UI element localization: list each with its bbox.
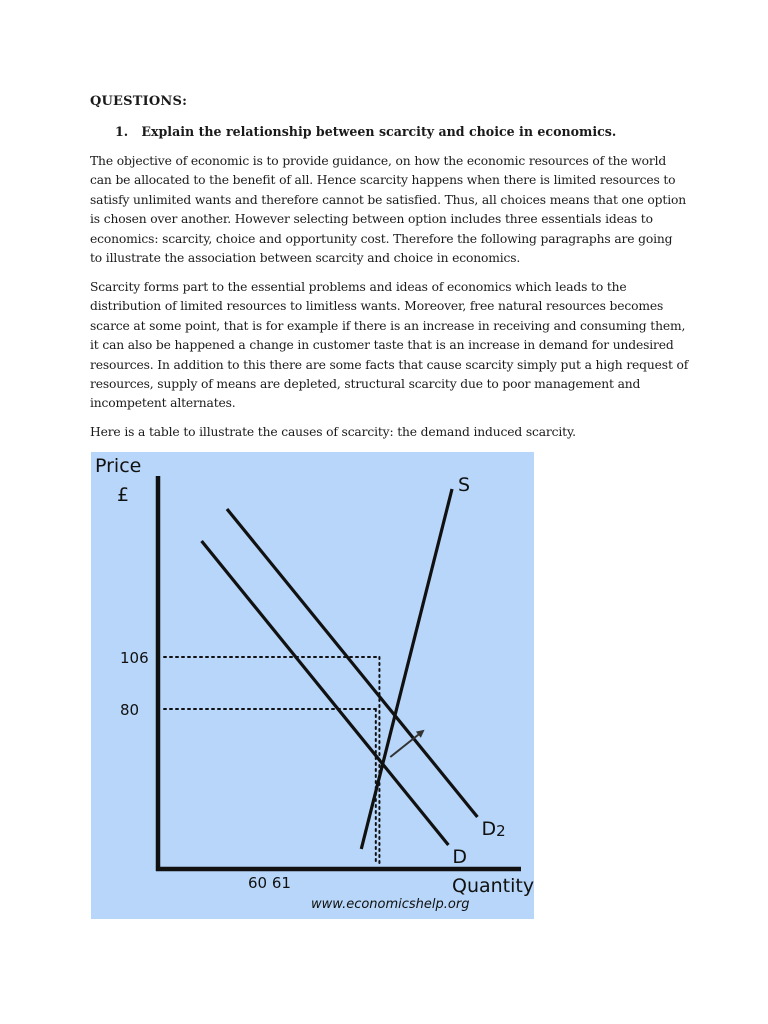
x-axis-label: Quantity [452,875,534,897]
question-item [115,124,616,139]
text-line: can be allocated to the benefit of all. Hence scarcity happens when there is limited resources to [90,173,676,188]
curve-d2 [227,509,477,817]
y-axis-label: Price [95,455,142,477]
section-heading: QUESTIONS: [90,94,188,109]
paragraph-table-intro [90,423,680,442]
text-line: economics: scarcity, choice and opportunity cost. Therefore the following paragraphs are going [90,231,673,246]
text-line: resources. In addition to this there are some facts that cause scarcity simply put a high request of [90,357,689,372]
text-line: Here is a table to illustrate the causes of scarcity: the demand induced scarcity. [90,425,576,439]
question-number: 1. [115,124,129,139]
text-line: Scarcity forms part to the essential problems and ideas of economics which leads to the [90,280,627,294]
y-tick-label-106: 106 [120,649,149,667]
text-line: incompetent alternates. [90,396,236,411]
chart-svg [91,452,534,919]
text-line: resources, supply of means are depleted, structural scarcity due to poor management and [90,377,641,392]
chart-source: www.economicshelp.org [311,897,470,912]
y-tick-label-80: 80 [120,701,140,719]
x-tick-label: 60 61 [248,874,291,892]
text-line: distribution of limited resources to limitless wants. Moreover, free natural resources becomes [90,299,664,314]
supply-demand-chart [91,452,534,919]
text-line: is chosen over another. However selecting between option includes three essentials ideas to [90,212,653,227]
text-line: to illustrate the association between scarcity and choice in economics. [90,251,521,266]
paragraph-scarcity [90,278,689,414]
paragraph-objective [90,152,686,268]
text-line: satisfy unlimited wants and therefore cannot be satisfied. Thus, all choices means that one option [90,192,686,207]
text-line: it can also be happened a change in customer taste that is an increase in demand for undesired [90,338,674,353]
text-line: scarce at some point, that is for example if there is an increase in receiving and consuming them, [90,318,686,333]
question-text: Explain the relationship between scarcity and choice in economics. [141,124,617,139]
curve-label-d2: D2 [481,818,506,840]
y-axis-unit: £ [117,484,130,506]
text-line: The objective of economic is to provide guidance, on how the economic resources of the world [90,154,667,168]
curve-label-d: D [452,846,468,868]
curve-label-s: S [458,474,471,496]
curve-d [202,541,449,845]
